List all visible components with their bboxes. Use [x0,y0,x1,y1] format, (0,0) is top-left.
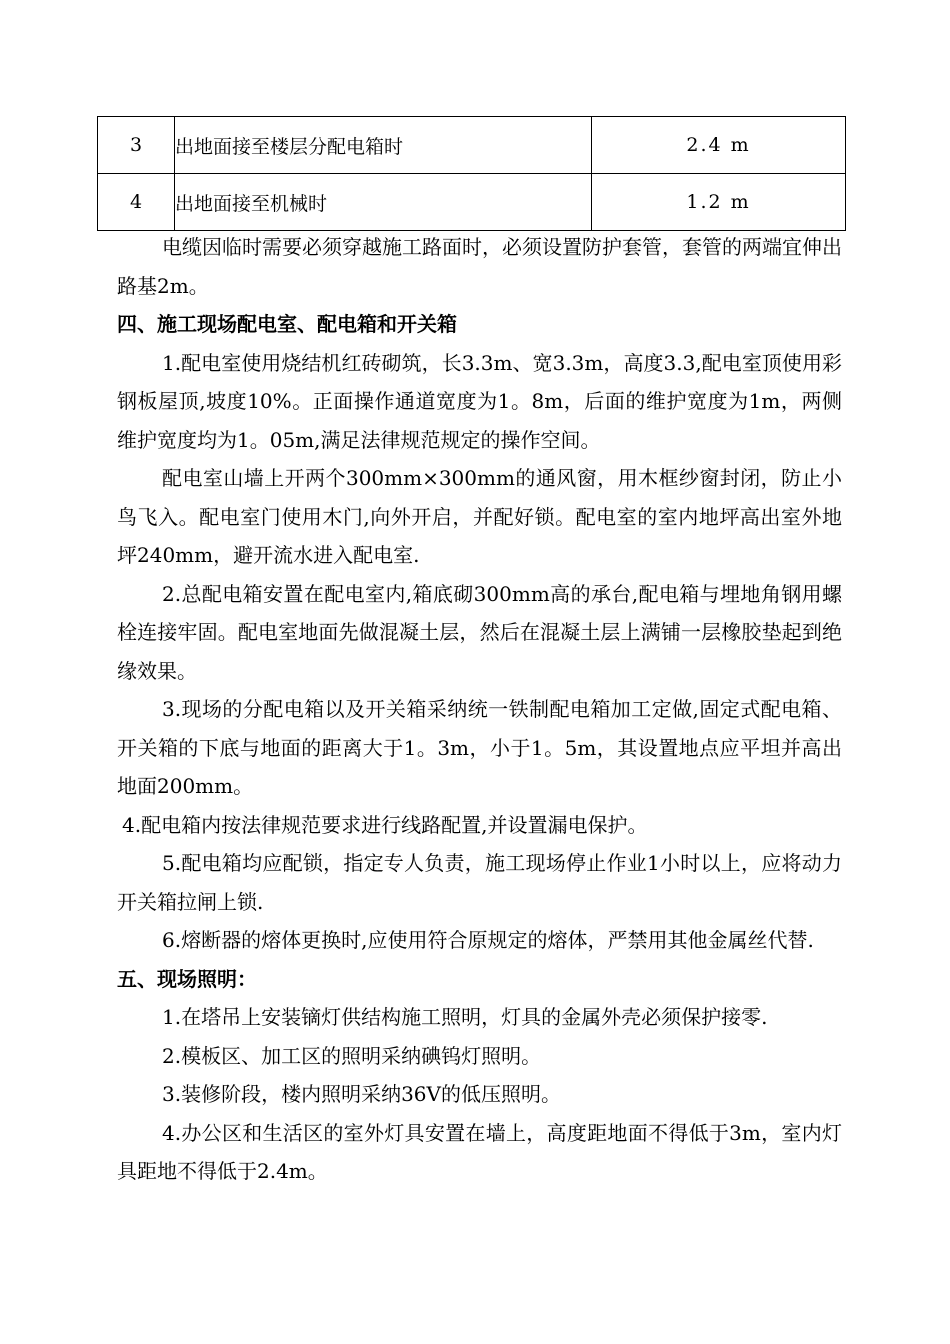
table-row [98,117,846,174]
paragraph-fuses: 6.熔断器的熔体更换时,应使用符合原规定的熔体，严禁用其他金属丝代替. [162,928,814,952]
row-description: 出地面接至楼层分配电箱时 [175,117,592,174]
spec-table [97,116,846,231]
row-number: 3 [98,117,175,174]
paragraph-decoration-light: 3.装修阶段，楼内照明采纳36V的低压照明。 [162,1082,561,1106]
row-value: 1.2 m [592,174,846,231]
row-number: 4 [98,174,175,231]
section-heading-4: 四、施工现场配电室、配电箱和开关箱 [117,312,457,336]
section-heading-5: 五、现场照明： [117,966,257,991]
table-row [98,174,846,231]
paragraph-office-light: 4.办公区和生活区的室外灯具安置在墙上，高度距地面不得低于3m，室内灯具距地不得低于2.4m。 [117,1120,842,1183]
paragraph-main-box: 2.总配电箱安置在配电室内,箱底砌300mm高的承台,配电箱与埋地角钢用螺栓连接牢固。配电室地面先做混凝土层，然后在混凝土层上满铺一层橡胶垫起到绝缘效果。 [117,581,842,683]
paragraph-distribution-room: 1.配电室使用烧结机红砖砌筑，长3.3m、宽3.3m，高度3.3,配电室顶使用彩钢板屋顶,坡度10%。正面操作通道宽度为1。8m，后面的维护宽度为1m，两侧维护宽度均为1。05m,满足法律规范规定的操作空间。 [117,350,842,452]
row-value: 2.4 m [592,117,846,174]
paragraph-formwork-light: 2.模板区、加工区的照明采纳碘钨灯照明。 [162,1043,542,1068]
paragraph-sub-boxes: 3.现场的分配电箱以及开关箱采纳统一铁制配电箱加工定做,固定式配电箱、开关箱的下底与地面的距离大于1。3m，小于1。5m，其设置地点应平坦并高出地面200mm。 [117,697,842,798]
paragraph-wiring: 4.配电箱内按法律规范要求进行线路配置,并设置漏电保护。 [122,812,648,837]
paragraph-tower-crane-light: 1.在塔吊上安装镝灯供结构施工照明，灯具的金属外壳必须保护接零. [162,1005,768,1029]
paragraph-cable-crossing: 电缆因临时需要必须穿越施工路面时，必须设置防护套管，套管的两端宜伸出路基2m。 [117,235,842,298]
row-description: 出地面接至机械时 [175,174,592,231]
body-text [117,228,842,1191]
paragraph-ventilation: 配电室山墙上开两个300mm×300mm的通风窗，用木框纱窗封闭，防止小鸟飞入。配电室门使用木门,向外开启，并配好锁。配电室的室内地坪高出室外地坪240mm，避开流水进入配电室. [117,466,842,567]
paragraph-locks: 5.配电箱均应配锁，指定专人负责，施工现场停止作业1小时以上，应将动力开关箱拉闸上锁. [117,851,842,914]
